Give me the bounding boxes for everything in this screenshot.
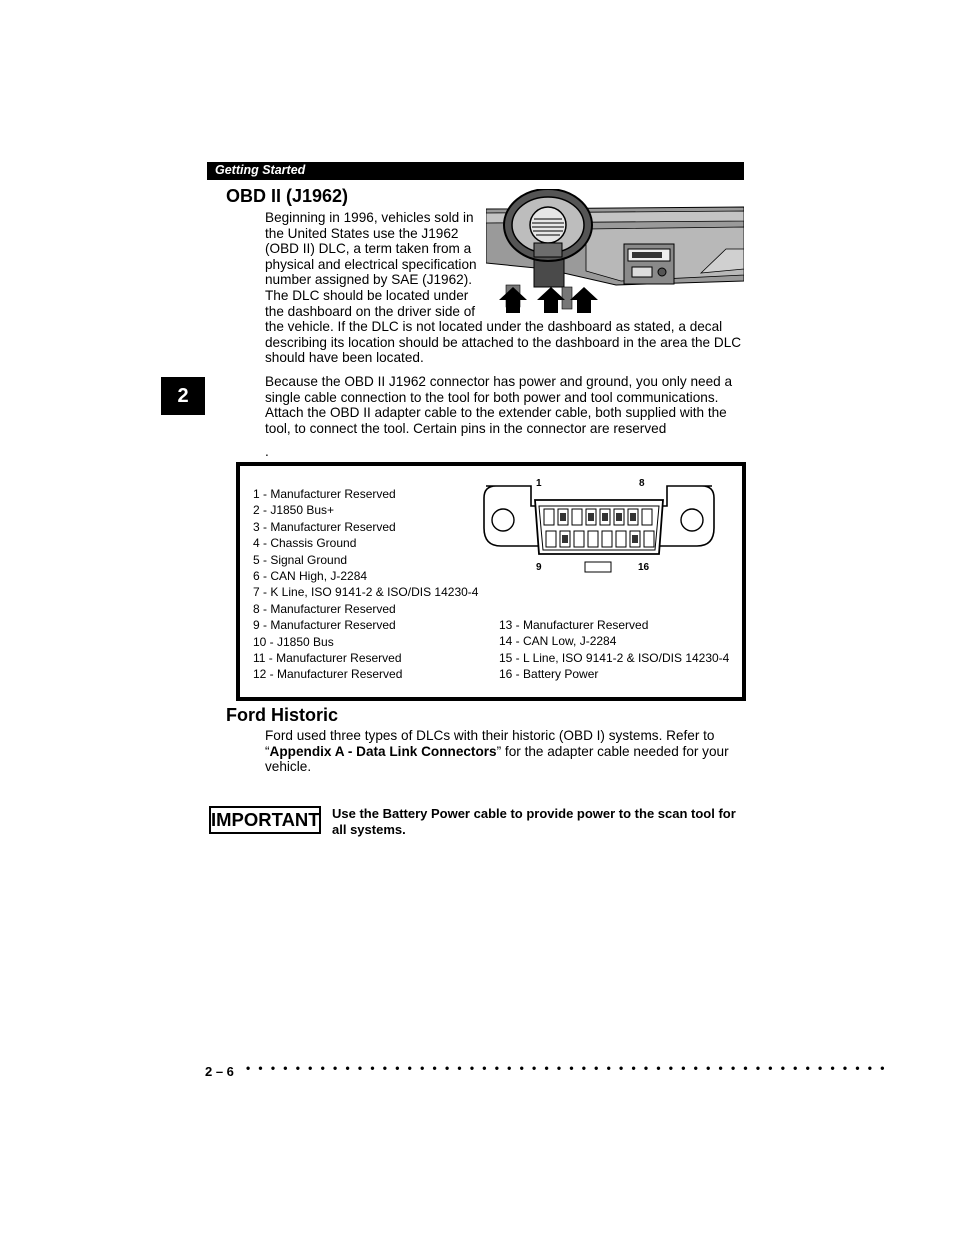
important-label: IMPORTANT <box>211 809 320 830</box>
pin-label-1: 1 <box>536 478 542 489</box>
pin-entry: 7 - K Line, ISO 9141-2 & ISO/DIS 14230-4 <box>253 585 479 600</box>
obd2-intro-line: Beginning in 1996, vehicles sold in <box>265 210 474 225</box>
pin-entry: 10 - J1850 Bus <box>253 634 334 649</box>
obd2-intro-lines <box>265 210 485 319</box>
obd2-intro-line: the dashboard on the driver side of <box>265 303 476 319</box>
footer-dot-leader: • • • • • • • • • • • • • • • • • • • • • • • • • • • • • • • • • • • • • • • • • • • • • • • • • • • • <box>246 1061 887 1075</box>
pin-entry: 1 - Manufacturer Reserved <box>253 487 396 501</box>
pin-label-9: 9 <box>536 562 542 573</box>
pinout-panel <box>236 462 746 701</box>
pin-entry: 12 - Manufacturer Reserved <box>253 667 403 682</box>
pin-entry: 9 - Manufacturer Reserved <box>253 618 396 633</box>
pin-label-16: 16 <box>638 562 650 573</box>
obd2-heading: OBD II (J1962) <box>226 186 349 206</box>
obd2-intro-continued: the vehicle. If the DLC is not located under the dashboard as stated, a decal describing its location should be attached to the dashboard in the area the DLC should have been located. <box>265 319 742 366</box>
pin-entry: 2 - J1850 Bus+ <box>253 503 335 518</box>
important-note-text: Use the Battery Power cable to provide power to the scan tool for all systems. <box>332 806 736 837</box>
obd2-intro-line: the United States use the J1962 <box>265 225 459 241</box>
obd2-intro-line: number assigned by SAE (J1962). <box>265 272 473 288</box>
ford-text-before: Ford used three types of DLCs with their historic (OBD I) systems. Refer to “ <box>265 728 715 759</box>
pin-entry: 3 - Manufacturer Reserved <box>253 519 396 534</box>
pinout-right-column <box>499 617 729 683</box>
pin-entry: 15 - L Line, ISO 9141-2 & ISO/DIS 14230-4 <box>499 650 730 665</box>
obd2-connector-diagram <box>481 476 717 576</box>
page-number: 2 – 6 <box>205 1064 234 1079</box>
pin-entry: 16 - Battery Power <box>499 667 599 682</box>
section-header-bar <box>207 162 744 180</box>
obd2-connection-tail: . <box>265 444 269 459</box>
pin-entry: 5 - Signal Ground <box>253 552 348 567</box>
pinout-left-column <box>253 486 478 683</box>
pin-entry: 4 - Chassis Ground <box>253 536 357 551</box>
pin-entry: 8 - Manufacturer Reserved <box>253 601 396 616</box>
ford-historic-paragraph <box>265 728 745 775</box>
obd2-intro-line: physical and electrical specification <box>265 256 477 272</box>
chapter-tab: 2 <box>161 377 205 415</box>
obd2-connection-paragraph: Because the OBD II J1962 connector has power and ground, you only need a single cable connection to the tool for both power and tool communications. Attach the OBD II adapter cable to the extender cable, both supplied with the tool, to connect the tool. Certain pins in the connector are reserved <box>265 374 733 436</box>
pin-label-8: 8 <box>639 478 645 489</box>
pin-entry: 14 - CAN Low, J-2284 <box>499 634 617 649</box>
ford-historic-heading: Ford Historic <box>226 705 339 725</box>
pin-entry: 13 - Manufacturer Reserved <box>499 618 649 632</box>
dashboard-illustration <box>486 189 744 313</box>
pin-entry: 11 - Manufacturer Reserved <box>253 651 402 666</box>
obd2-intro-line: The DLC should be located under <box>265 287 469 303</box>
ford-text-after: ” for the adapter cable needed for your vehicle. <box>265 743 729 775</box>
section-header-label: Getting Started <box>215 163 306 177</box>
obd2-intro-line: (OBD II) DLC, a term taken from a <box>265 241 472 257</box>
important-label-box <box>209 806 321 834</box>
pin-entry: 6 - CAN High, J-2284 <box>253 569 368 584</box>
appendix-reference: Appendix A - Data Link Connectors <box>269 743 497 759</box>
